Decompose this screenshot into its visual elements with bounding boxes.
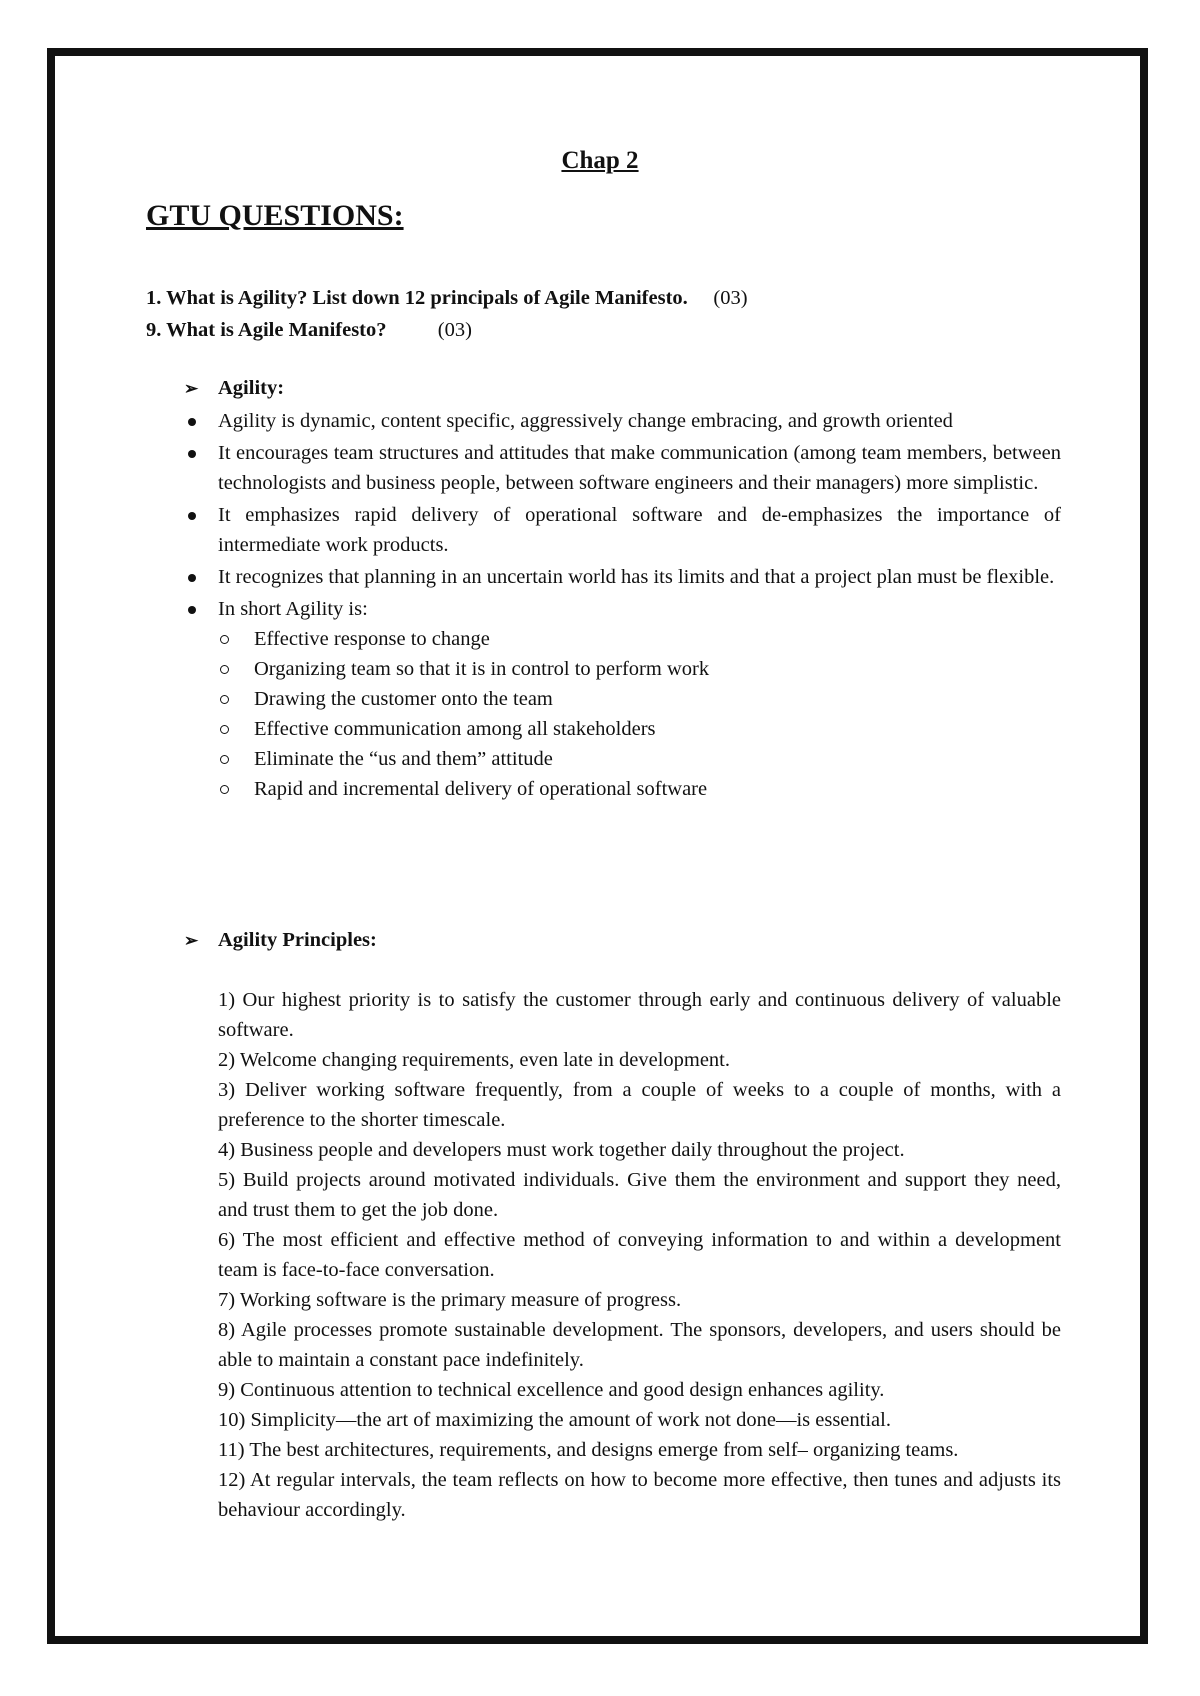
- sub-bullet-text: Organizing team so that it is in control to perform work: [254, 658, 710, 680]
- sub-bullet-text: Effective response to change: [254, 628, 490, 650]
- sub-list-item: [218, 624, 1061, 654]
- filled-dot-icon: [188, 574, 196, 582]
- arrow-bullet-icon: ➢: [184, 931, 199, 950]
- principle-item: 9) Continuous attention to technical excellence and good design enhances agility.: [218, 1379, 885, 1401]
- agility-sub-list: [218, 624, 1061, 804]
- sub-bullet-text: Eliminate the “us and them” attitude: [254, 748, 553, 770]
- bullet-text: Agility is dynamic, content specific, aggressively change embracing, and growth oriented: [218, 410, 953, 432]
- principle-item: 11) The best architectures, requirements, and designs emerge from self– organizing teams.: [218, 1439, 959, 1461]
- principle-item: 4) Business people and developers must work together daily throughout the project.: [218, 1139, 905, 1161]
- hollow-circle-icon: [220, 695, 229, 704]
- principle-item: 5) Build projects around motivated individuals. Give them the environment and support they need, and trust them to get the job done.: [218, 1169, 1061, 1221]
- sub-bullet-text: Drawing the customer onto the team: [254, 688, 553, 710]
- bullet-text: It emphasizes rapid delivery of operational software and de-emphasizes the importance of intermediate work products.: [218, 504, 1061, 556]
- sub-list-item: [218, 714, 1061, 744]
- hollow-circle-icon: [220, 785, 229, 794]
- principles-heading-text: Agility Principles:: [218, 929, 377, 951]
- principle-item: 3) Deliver working software frequently, from a couple of weeks to a couple of months, with a preference to the shorter timescale.: [218, 1079, 1061, 1131]
- gtu-questions-heading: GTU QUESTIONS:: [146, 199, 404, 232]
- filled-dot-icon: [188, 450, 196, 458]
- question-2: [146, 317, 472, 343]
- filled-dot-icon: [188, 606, 196, 614]
- principle-item: 6) The most efficient and effective method of conveying information to and within a development team is face-to-face conversation.: [218, 1229, 1061, 1281]
- sub-list-item: [218, 654, 1061, 684]
- principle-item: 2) Welcome changing requirements, even late in development.: [218, 1049, 730, 1071]
- sub-list-item: [218, 774, 1061, 804]
- principle-item: 12) At regular intervals, the team reflects on how to become more effective, then tunes and adjusts its behaviour accordingly.: [218, 1469, 1061, 1521]
- principles-list: [218, 985, 1061, 1525]
- sub-list-item: [218, 744, 1061, 774]
- filled-dot-icon: [188, 418, 196, 426]
- bullet-text: It recognizes that planning in an uncertain world has its limits and that a project plan must be flexible.: [218, 566, 1055, 588]
- filled-dot-icon: [188, 512, 196, 520]
- question-1-marks: (03): [713, 287, 748, 309]
- agility-section-heading: [184, 375, 284, 402]
- chapter-title: Chap 2: [561, 147, 639, 174]
- bullet-text: It encourages team structures and attitudes that make communication (among team members, between technologists and business people, between software engineers and their managers) more simplistic.: [218, 442, 1061, 494]
- question-2-text: 9. What is Agile Manifesto?: [146, 319, 387, 341]
- arrow-bullet-icon: ➢: [184, 379, 199, 398]
- agility-bullet-list: [184, 406, 1061, 806]
- question-2-marks: (03): [437, 319, 472, 341]
- principle-item: 10) Simplicity—the art of maximizing the amount of work not done—is essential.: [218, 1409, 891, 1431]
- hollow-circle-icon: [220, 665, 229, 674]
- principle-item: 7) Working software is the primary measure of progress.: [218, 1289, 682, 1311]
- list-item: [184, 438, 1061, 498]
- agility-heading-text: Agility:: [218, 377, 285, 399]
- sub-list-item: [218, 684, 1061, 714]
- list-item: [184, 500, 1061, 560]
- hollow-circle-icon: [220, 635, 229, 644]
- question-1-text: 1. What is Agility? List down 12 principals of Agile Manifesto.: [146, 287, 688, 309]
- principles-section-heading: [184, 927, 377, 954]
- principle-item: 8) Agile processes promote sustainable development. The sponsors, developers, and users should be able to maintain a constant pace indefinitely.: [218, 1319, 1061, 1371]
- hollow-circle-icon: [220, 725, 229, 734]
- list-item: [184, 406, 1061, 436]
- bullet-text: In short Agility is:: [218, 598, 368, 620]
- sub-bullet-text: Effective communication among all stakeholders: [254, 718, 656, 740]
- list-item: [184, 594, 1061, 804]
- question-1: [146, 285, 748, 311]
- sub-bullet-text: Rapid and incremental delivery of operational software: [254, 778, 708, 800]
- hollow-circle-icon: [220, 755, 229, 764]
- list-item: [184, 562, 1061, 592]
- principle-item: 1) Our highest priority is to satisfy the customer through early and continuous delivery of valuable software.: [218, 989, 1061, 1041]
